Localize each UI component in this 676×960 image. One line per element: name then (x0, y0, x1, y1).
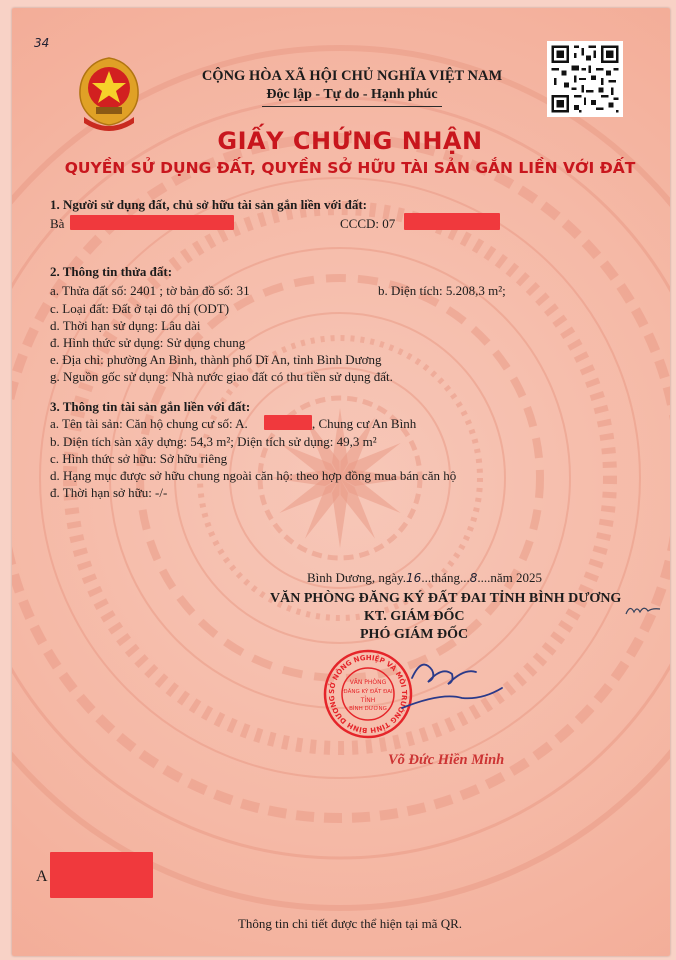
nation-name: CỘNG HÒA XÃ HỘI CHỦ NGHĨA VIỆT NAM (201, 68, 503, 84)
section3-heading: 3. Thông tin tài sản gắn liền với đất: (50, 399, 251, 414)
serial-number-redaction (50, 852, 153, 898)
national-emblem-icon (74, 55, 144, 133)
land-type: c. Loại đất: Đất ở tại đô thị (ODT) (50, 301, 230, 316)
ownership-term: đ. Thời hạn sở hữu: -/- (50, 485, 168, 500)
stamp-line-2: ĐĂNG KÝ ĐẤT ĐAI (343, 689, 393, 695)
signer-name: Võ Đức Hiền Minh (388, 752, 505, 768)
date-prefix: Bình Dương, ngày (307, 570, 403, 585)
issuing-office: VĂN PHÒNG ĐĂNG KÝ ĐẤT ĐAI TỈNH BÌNH DƯƠNG (270, 591, 622, 606)
certificate-paper (12, 8, 670, 956)
land-address: e. Địa chỉ: phường An Bình, thành phố Dĩ An, tỉnh Bình Dương (50, 352, 382, 367)
land-use-form: đ. Hình thức sử dụng: Sử dụng chung (50, 335, 246, 350)
date-day: 16 (406, 571, 422, 585)
initials-scribble (624, 600, 664, 620)
parcel-info: a. Thửa đất số: 2401 ; tờ bản đồ số: 31 (50, 283, 250, 298)
ownership-form: c. Hình thức sở hữu: Sở hữu riêng (50, 451, 228, 466)
handwritten-page-number: 34 (34, 36, 50, 50)
owner-prefix: Bà (50, 216, 65, 231)
stamp-line-4: BÌNH DƯƠNG (349, 706, 387, 712)
apartment-number-redaction (264, 415, 312, 430)
handwritten-signature (392, 648, 512, 728)
asset-prefix: a. Tên tài sản: Căn hộ chung cư số: A. (50, 416, 248, 431)
cccd-prefix: CCCD: 07 (340, 216, 396, 231)
issue-date: Bình Dương, ngày.16...tháng...8....năm 2025 (307, 570, 542, 585)
section1-heading: 1. Người sử dụng đất, chủ sở hữu tài sản gắn liền với đất: (50, 197, 367, 212)
section2-heading: 2. Thông tin thửa đất: (50, 264, 173, 279)
qr-footer-note: Thông tin chi tiết được thể hiện tại mã QR. (237, 916, 463, 931)
stamp-ring-text: SỞ NÔNG NGHIỆP VÀ MÔI TRƯỜNG TỈNH BÌNH DƯƠNG (327, 653, 409, 735)
land-origin: g. Nguồn gốc sử dụng: Nhà nước giao đất có thu tiền sử dụng đất. (50, 369, 393, 384)
signer-position: PHÓ GIÁM ĐỐC (360, 627, 469, 642)
asset-suffix: , Chung cư An Bình (312, 416, 417, 431)
month-label: tháng (431, 570, 460, 585)
delegation-label: KT. GIÁM ĐỐC (364, 609, 465, 624)
land-term: d. Thời hạn sử dụng: Lâu dài (50, 318, 201, 333)
parcel-area: b. Diện tích: 5.208,3 m²; (378, 283, 506, 298)
qr-code (547, 41, 623, 117)
year-label: năm 2025 (490, 570, 542, 585)
serial-prefix: A (36, 868, 48, 885)
stamp-line-3: TỈNH (360, 697, 376, 704)
cccd-redaction (404, 213, 500, 230)
certificate-title: GIẤY CHỨNG NHẬN (217, 127, 483, 155)
national-motto: Độc lập - Tự do - Hạnh phúc (266, 87, 438, 102)
shared-items: d. Hạng mục được sở hữu chung ngoài căn hộ: theo hợp đồng mua bán căn hộ (50, 468, 457, 483)
owner-name-redaction (70, 215, 234, 230)
motto-underline (262, 106, 442, 107)
certificate-subtitle: QUYỀN SỬ DỤNG ĐẤT, QUYỀN SỞ HỮU TÀI SẢN GẮN LIỀN VỚI ĐẤT (64, 159, 636, 177)
floor-area: b. Diện tích sàn xây dựng: 54,3 m²; Diện tích sử dụng: 49,3 m² (50, 434, 377, 449)
date-month: 8 (469, 571, 478, 585)
stamp-line-1: VĂN PHÒNG (349, 679, 387, 686)
